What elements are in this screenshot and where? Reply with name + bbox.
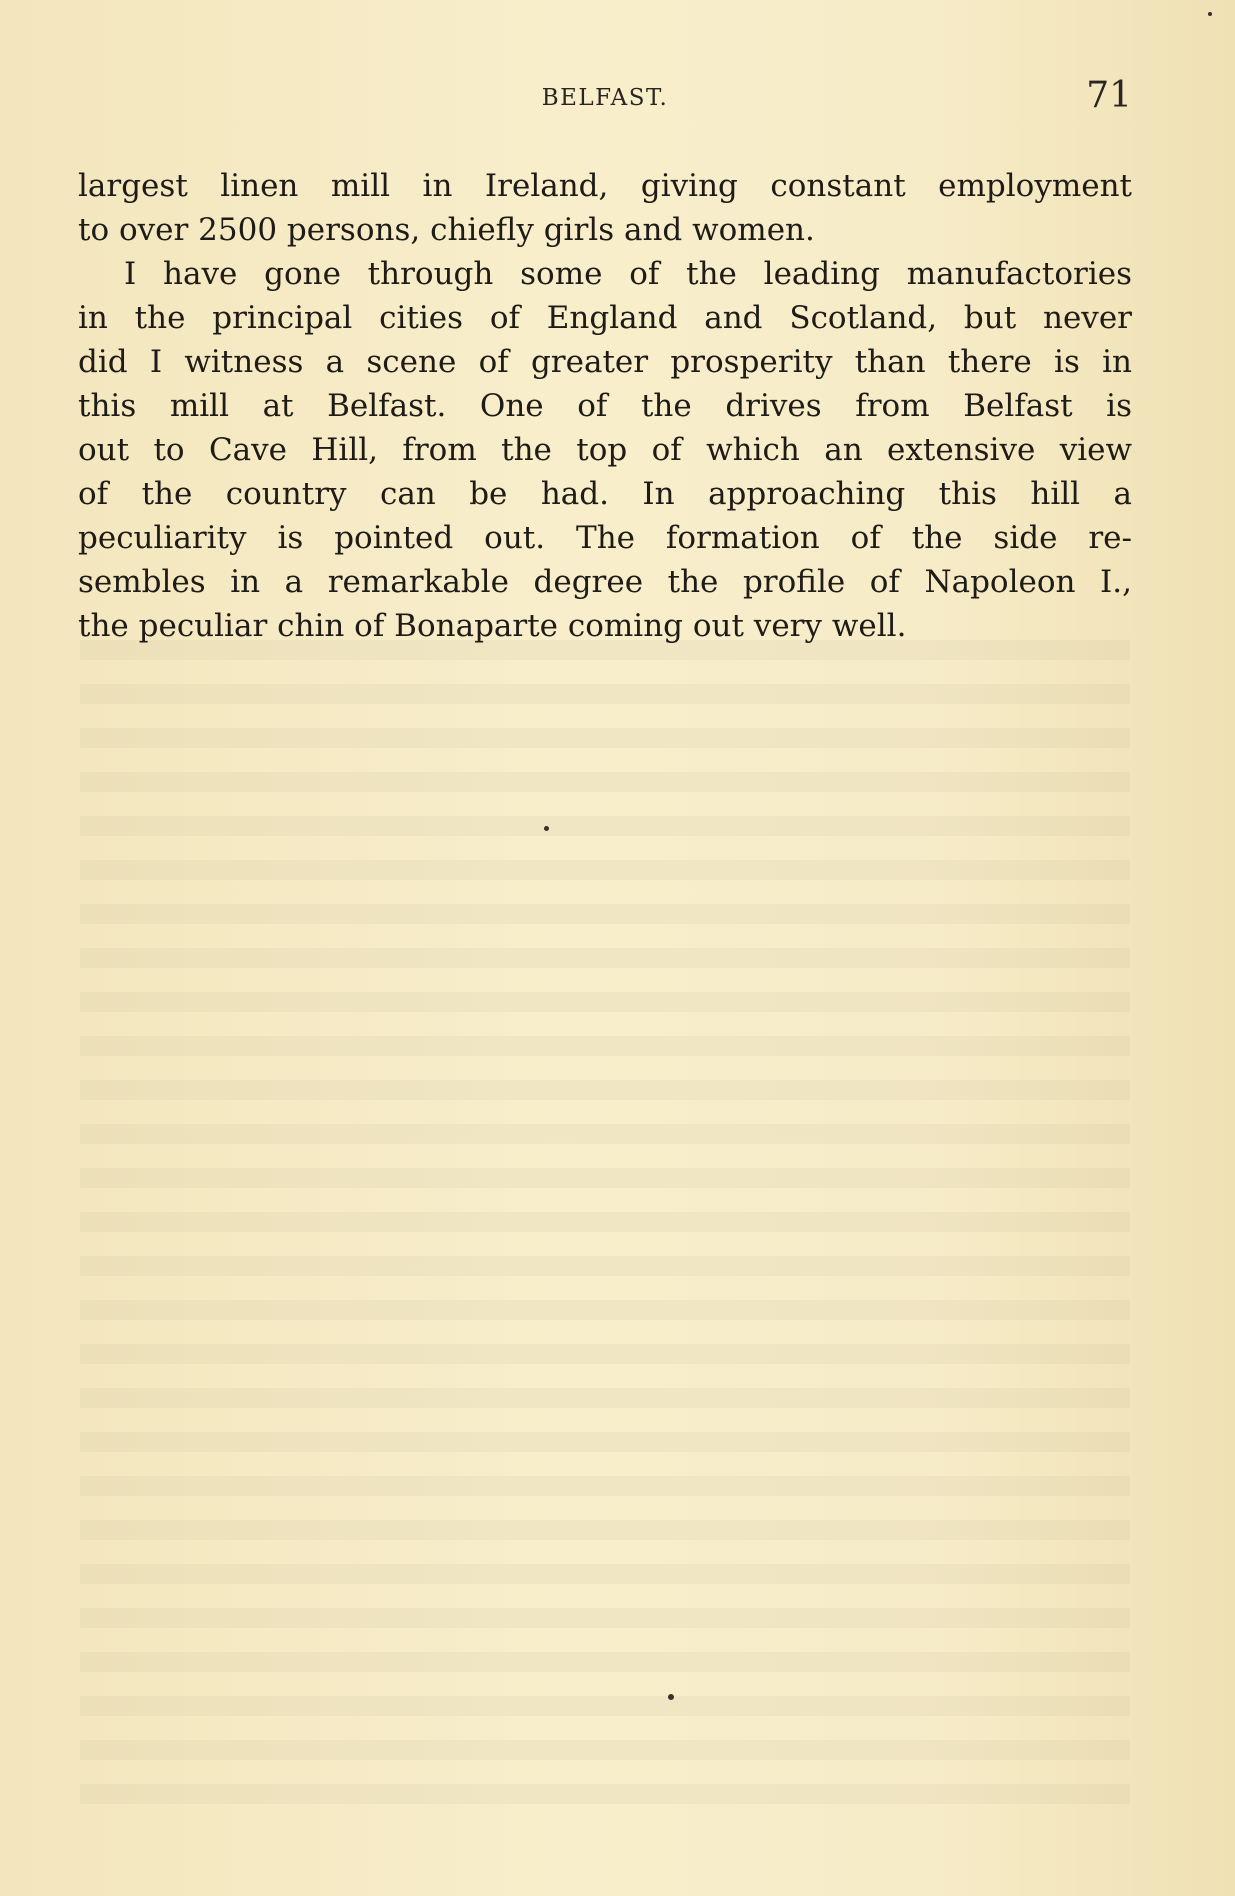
show-through-text <box>80 640 1130 1810</box>
text-line: largest linen mill in Ireland, giving constant employment <box>78 168 1132 204</box>
paper-speck <box>1208 12 1212 16</box>
text-line: of the country can be had. In approaching this hill a <box>78 476 1132 512</box>
text-line: to over 2500 persons, chiefly girls and women. <box>78 212 815 248</box>
text-line: in the principal cities of England and Scotland, but never <box>78 300 1132 336</box>
text-line: I have gone through some of the leading manufactories <box>124 256 1132 292</box>
text-line: out to Cave Hill, from the top of which an extensive view <box>78 432 1132 468</box>
text-line: peculiarity is pointed out. The formation of the side re- <box>78 520 1132 556</box>
text-line: the peculiar chin of Bonaparte coming out very well. <box>78 608 907 644</box>
body-text <box>78 164 1132 648</box>
text-line: sembles in a remarkable degree the profile of Napoleon I., <box>78 564 1132 600</box>
page-number: 71 <box>1086 75 1132 116</box>
running-head: BELFAST. <box>541 85 669 111</box>
text-line: this mill at Belfast. One of the drives from Belfast is <box>78 388 1132 424</box>
paper-speck <box>668 1694 674 1700</box>
paper-speck <box>544 826 549 831</box>
text-line: did I witness a scene of greater prosperity than there is in <box>78 344 1132 380</box>
page-header <box>78 75 1132 118</box>
